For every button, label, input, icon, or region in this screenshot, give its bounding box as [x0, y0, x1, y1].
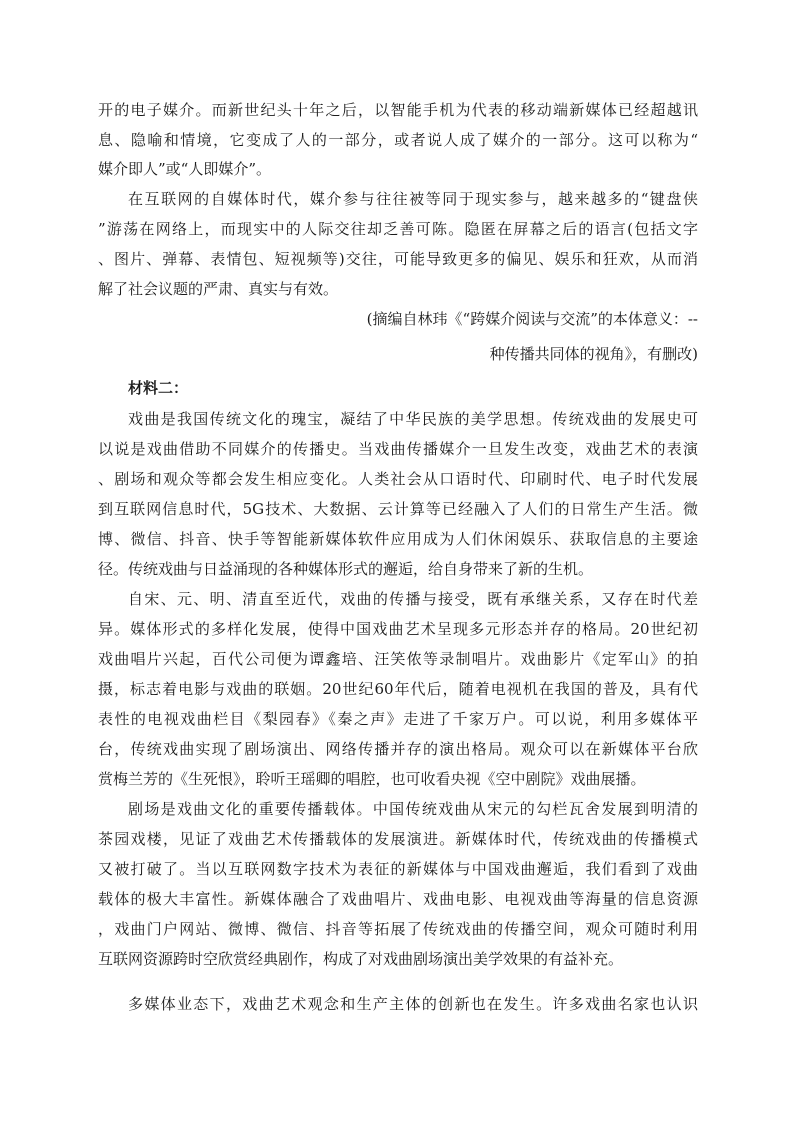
- text-line: 台，传统戏曲实现了剧场演出、网络传播并存的演出格局。观众可以在新媒体平台欣: [98, 740, 698, 758]
- text-line: 载体的极大丰富性。新媒体融合了戏曲唱片、戏曲电影、电视戏曲等海量的信息资源: [98, 890, 698, 908]
- text-line: 、图片、弹幕、表情包、短视频等)交往，可能导致更多的偏见、娱乐和狂欢，从而消: [98, 250, 698, 268]
- section-heading: 材料二：: [128, 379, 189, 397]
- text-line: 剧场是戏曲文化的重要传播载体。中国传统戏曲从宋元的勾栏瓦舍发展到明清的: [128, 800, 698, 818]
- text-line: 多媒体业态下，戏曲艺术观念和生产主体的创新也在发生。许多戏曲名家也认识: [128, 995, 698, 1013]
- text-line: 茶园戏楼，见证了戏曲艺术传播载体的发展演进。新媒体时代，传统戏曲的传播模式: [98, 830, 698, 848]
- text-line: 摄，标志着电影与戏曲的联姻。20世纪60年代后，随着电视机在我国的普及，具有代: [98, 680, 698, 698]
- text-line: 又被打破了。当以互联网数字技术为表征的新媒体与中国戏曲邂逅，我们看到了戏曲: [98, 860, 698, 878]
- source-citation: (摘编自林玮《“跨媒介阅读与交流”的本体意义：--: [366, 310, 698, 328]
- text-line: 赏梅兰芳的《生死恨》，聆听王瑶卿的唱腔，也可收看央视《空中剧院》戏曲展播。: [98, 770, 646, 788]
- text-line: 息、隐喻和情境，它变成了人的一部分，或者说人成了媒介的一部分。这可以称为“: [98, 131, 698, 149]
- text-line: 戏曲是我国传统文化的瑰宝，凝结了中华民族的美学思想。传统戏曲的发展史可: [128, 410, 698, 428]
- text-line: 异。媒体形式的多样化发展，使得中国戏曲艺术呈现多元形态并存的格局。20世纪初: [98, 620, 698, 638]
- text-line: 互联网资源跨时空欣赏经典剧作，构成了对戏曲剧场演出美学效果的有益补充。: [98, 950, 624, 968]
- text-line: 以说是戏曲借助不同媒介的传播史。当戏曲传播媒介一旦发生改变，戏曲艺术的表演: [98, 440, 698, 458]
- text-line: 媒介即人”或“人即媒介”。: [98, 160, 272, 178]
- text-line: 径。传统戏曲与日益涌现的各种媒体形式的邂逅，给自身带来了新的生机。: [98, 560, 594, 578]
- text-line: 解了社会议题的严肃、真实与有效。: [98, 280, 339, 298]
- text-line: 博、微信、抖音、快手等智能新媒体软件应用成为人们休闲娱乐、获取信息的主要途: [98, 530, 698, 548]
- text-line: 戏曲唱片兴起，百代公司便为谭鑫培、汪笑侬等录制唱片。戏曲影片《定军山》的拍: [98, 650, 698, 668]
- text-line: 表性的电视戏曲栏目《梨园春》《秦之声》走进了千家万户。可以说，利用多媒体平: [98, 710, 698, 728]
- text-line: 开的电子媒介。而新世纪头十年之后，以智能手机为代表的移动端新媒体已经超越讯: [98, 101, 698, 119]
- text-line: ”游荡在网络上，而现实中的人际交往却乏善可陈。隐匿在屏幕之后的语言(包括文字: [98, 220, 698, 238]
- text-line: 自宋、元、明、清直至近代，戏曲的传播与接受，既有承继关系，又存在时代差: [128, 590, 698, 608]
- text-line: 、剧场和观众等都会发生相应变化。人类社会从口语时代、印刷时代、电子时代发展: [98, 470, 698, 488]
- text-line: ，戏曲门户网站、微博、微信、抖音等拓展了传统戏曲的传播空间，观众可随时利用: [98, 920, 698, 938]
- source-citation: 种传播共同体的视角》，有删改): [489, 345, 698, 363]
- text-line: 在互联网的自媒体时代，媒介参与往往被等同于现实参与，越来越多的“键盘侠: [128, 190, 698, 208]
- text-line: 到互联网信息时代，5G技术、大数据、云计算等已经融入了人们的日常生产生活。微: [98, 500, 698, 518]
